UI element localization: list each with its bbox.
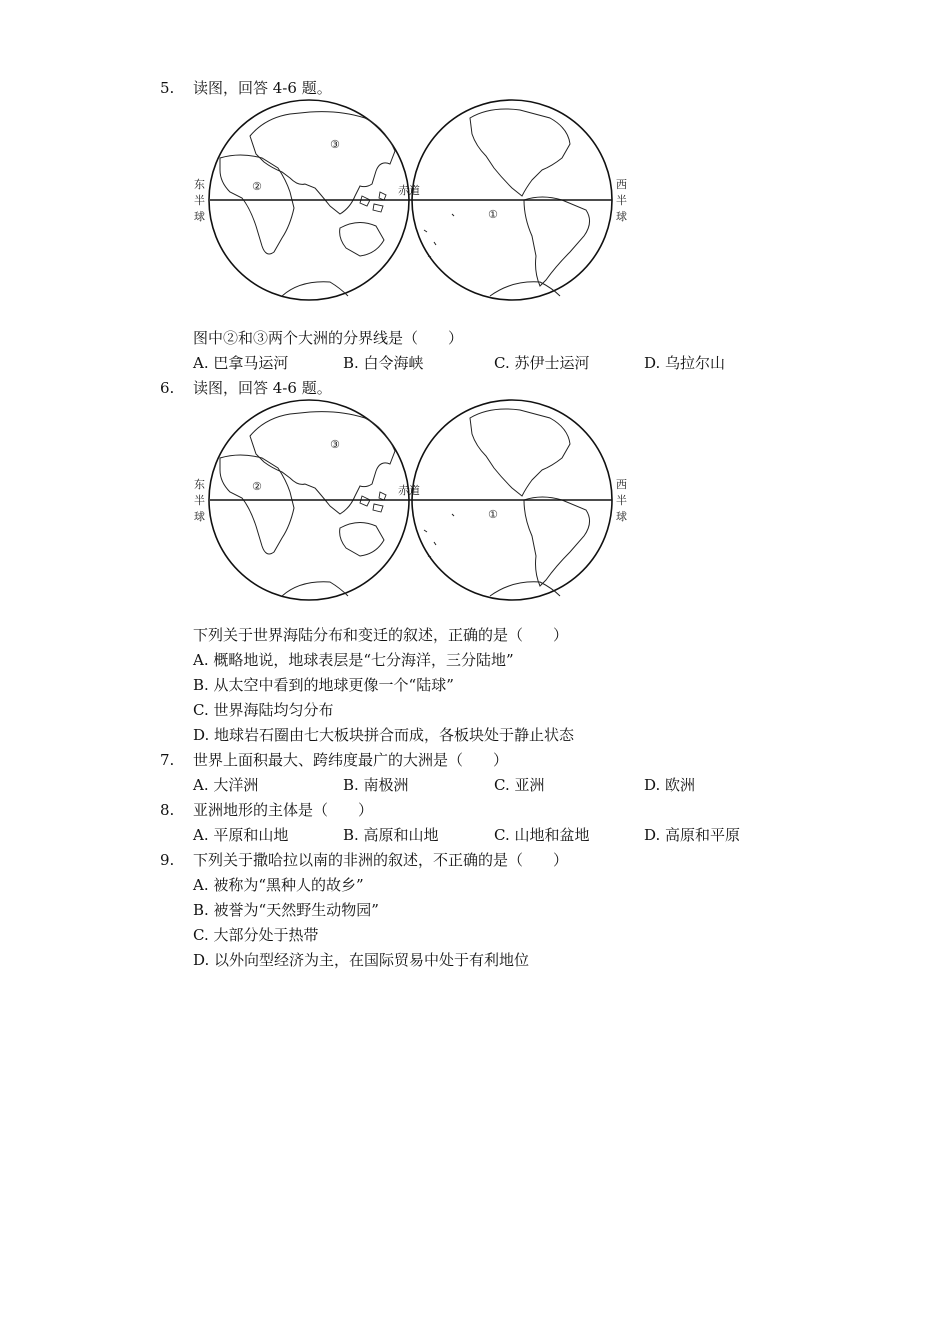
map-label-1: ① <box>488 208 498 221</box>
q8-number: 8. <box>160 801 175 819</box>
q8-option-a[interactable]: A. 平原和山地 <box>193 826 289 844</box>
east-label-2: 半 <box>194 494 205 507</box>
west-label-3: 球 <box>616 510 627 523</box>
q9-option-c[interactable]: C. 大部分处于热带 <box>193 926 319 944</box>
map-label-2: ② <box>252 180 262 193</box>
q6-option-b[interactable]: B. 从太空中看到的地球更像一个“陆球” <box>193 676 454 694</box>
q6-stem: 读图，回答 4-6 题。 <box>193 379 332 397</box>
east-label-1: 东 <box>194 478 205 491</box>
east-label-3: 球 <box>194 210 205 223</box>
q5-question: 图中②和③两个大洲的分界线是（ ） <box>193 329 464 347</box>
west-label-2: 半 <box>616 194 627 207</box>
q8-option-b[interactable]: B. 高原和山地 <box>343 826 439 844</box>
west-label-2: 半 <box>616 494 627 507</box>
west-label-3: 球 <box>616 210 627 223</box>
east-label-2: 半 <box>194 194 205 207</box>
q9-option-d[interactable]: D. 以外向型经济为主，在国际贸易中处于有利地位 <box>193 951 530 969</box>
q5-world-map <box>190 96 635 306</box>
q6-option-a[interactable]: A. 概略地说，地球表层是“七分海洋，三分陆地” <box>193 651 514 669</box>
q7-question: 世界上面积最大、跨纬度最广的大洲是（ ） <box>193 751 509 769</box>
q6-number: 6. <box>160 379 175 397</box>
q9-option-b[interactable]: B. 被誉为“天然野生动物园” <box>193 901 379 919</box>
q5-number: 5. <box>160 79 175 97</box>
q9-number: 9. <box>160 851 175 869</box>
q7-option-a[interactable]: A. 大洋洲 <box>193 776 259 794</box>
q5-option-a[interactable]: A. 巴拿马运河 <box>193 354 289 372</box>
east-label-3: 球 <box>194 510 205 523</box>
q6-option-d[interactable]: D. 地球岩石圈由七大板块拼合而成，各板块处于静止状态 <box>193 726 575 744</box>
hemispheres-map <box>190 396 635 606</box>
equator-label: 赤道 <box>398 184 420 197</box>
q8-option-d[interactable]: D. 高原和平原 <box>644 826 741 844</box>
q7-option-c[interactable]: C. 亚洲 <box>494 776 545 794</box>
q9-question: 下列关于撒哈拉以南的非洲的叙述，不正确的是（ ） <box>193 851 569 869</box>
q7-option-d[interactable]: D. 欧洲 <box>644 776 696 794</box>
west-label-1: 西 <box>616 478 627 491</box>
q5-stem: 读图，回答 4-6 题。 <box>193 79 332 97</box>
q5-option-d[interactable]: D. 乌拉尔山 <box>644 354 726 372</box>
map-label-1: ① <box>488 508 498 521</box>
q6-world-map <box>190 396 635 606</box>
q5-option-c[interactable]: C. 苏伊士运河 <box>494 354 590 372</box>
q6-question: 下列关于世界海陆分布和变迁的叙述，正确的是（ ） <box>193 626 569 644</box>
q6-option-c[interactable]: C. 世界海陆均匀分布 <box>193 701 334 719</box>
map-label-2: ② <box>252 480 262 493</box>
q9-option-a[interactable]: A. 被称为“黑种人的故乡” <box>193 876 364 894</box>
q8-option-c[interactable]: C. 山地和盆地 <box>494 826 590 844</box>
hemispheres-map <box>190 96 635 306</box>
map-label-3: ③ <box>330 138 340 151</box>
east-label-1: 东 <box>194 178 205 191</box>
equator-label: 赤道 <box>398 484 420 497</box>
map-label-3: ③ <box>330 438 340 451</box>
q5-option-b[interactable]: B. 白令海峡 <box>343 354 424 372</box>
q7-number: 7. <box>160 751 175 769</box>
q7-option-b[interactable]: B. 南极洲 <box>343 776 409 794</box>
west-label-1: 西 <box>616 178 627 191</box>
q8-question: 亚洲地形的主体是（ ） <box>193 801 374 819</box>
